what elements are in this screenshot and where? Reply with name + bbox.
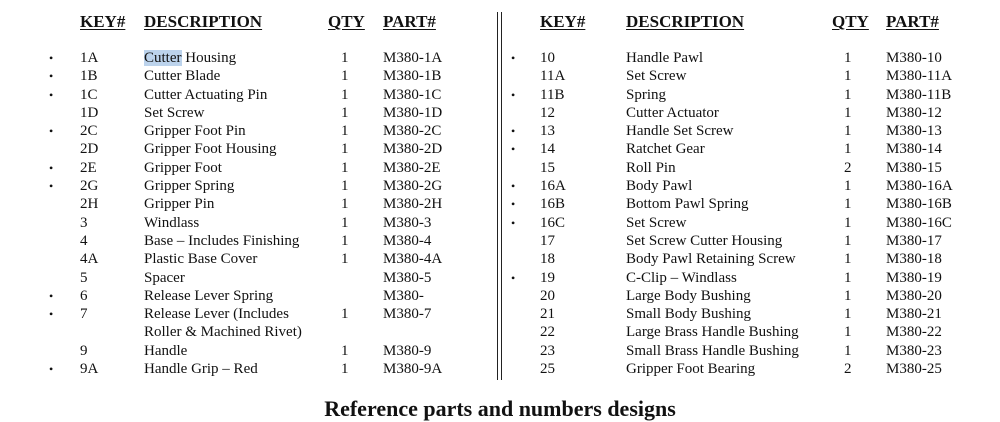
- bullet-icon: •: [49, 69, 54, 84]
- header-qty: QTY: [328, 12, 365, 31]
- description-cell: Gripper Pin: [144, 196, 215, 213]
- qty-cell: 1: [844, 196, 852, 213]
- bullet-icon: •: [511, 51, 516, 65]
- part-cell: M380-2C: [383, 123, 442, 140]
- description-cell: Small Brass Handle Bushing: [626, 342, 799, 359]
- part-cell: M380-1C: [383, 86, 442, 103]
- qty-cell: 2: [844, 361, 852, 378]
- bullet-icon: •: [511, 87, 516, 102]
- key-cell: 4: [80, 232, 88, 249]
- description-cell: Gripper Foot Bearing: [626, 361, 756, 378]
- table-row: [505, 67, 1000, 85]
- key-cell: 1C: [80, 86, 98, 103]
- part-cell: M380-21: [886, 306, 942, 323]
- bullet-icon: •: [49, 160, 54, 175]
- description-cell: Handle Pawl: [626, 50, 704, 66]
- table-row: [0, 86, 490, 104]
- key-cell: 11A: [540, 68, 566, 85]
- description-cell: Handle Set Screw: [626, 123, 734, 140]
- key-cell: 13: [540, 123, 555, 140]
- parts-rows-right: [505, 49, 1000, 378]
- qty-cell: 1: [341, 196, 349, 213]
- bullet-icon: •: [49, 124, 54, 139]
- key-cell: 2H: [80, 196, 99, 213]
- description-cell: Body Pawl Retaining Screw: [626, 251, 796, 268]
- qty-cell: 1: [341, 50, 349, 66]
- description-cell: Body Pawl: [626, 178, 693, 195]
- key-cell: 16C: [540, 214, 566, 231]
- qty-cell: 1: [341, 342, 349, 359]
- header-description: DESCRIPTION: [144, 12, 263, 31]
- qty-cell: 1: [341, 361, 349, 378]
- table-row: [505, 159, 1000, 177]
- qty-cell: 1: [844, 178, 852, 195]
- qty-cell: 1: [844, 123, 852, 140]
- table-row: [505, 269, 1000, 287]
- part-cell: M380-16A: [886, 178, 953, 195]
- qty-cell: 1: [341, 159, 349, 176]
- table-row: [0, 250, 490, 268]
- table-row: [505, 250, 1000, 268]
- key-cell: 2C: [80, 123, 98, 140]
- description-cell: Base – Includes Finishing: [144, 232, 300, 249]
- qty-cell: 1: [844, 214, 852, 231]
- bullet-icon: •: [49, 307, 54, 322]
- description-cell: Release Lever Spring: [144, 287, 274, 304]
- qty-cell: 1: [844, 68, 852, 85]
- table-row: [505, 140, 1000, 158]
- bullet-icon: •: [511, 215, 516, 230]
- part-cell: M380-16B: [886, 196, 952, 213]
- key-cell: 2E: [80, 159, 97, 176]
- header-part: PART#: [886, 12, 939, 31]
- key-cell: 15: [540, 159, 555, 176]
- footer-heading: Reference parts and numbers designs: [324, 396, 676, 421]
- part-cell: M380-1A: [383, 50, 443, 66]
- key-cell: 22: [540, 324, 555, 341]
- table-row: [0, 177, 490, 195]
- table-row: [505, 323, 1000, 341]
- key-cell: 16B: [540, 196, 566, 213]
- part-cell: M380-5: [383, 269, 432, 286]
- qty-cell: 1: [341, 86, 349, 103]
- description-cell: Set Screw: [144, 104, 205, 121]
- description-cell: Set Screw: [626, 214, 687, 231]
- table-row: [0, 342, 490, 360]
- description-cell: Gripper Foot: [144, 159, 222, 176]
- bullet-icon: •: [49, 87, 54, 102]
- part-cell: M380-18: [886, 251, 942, 268]
- description-cell: [144, 49, 236, 67]
- table-row: [505, 86, 1000, 104]
- description-cell: Gripper Spring: [144, 178, 235, 195]
- bullet-icon: •: [49, 51, 54, 65]
- part-cell: M380-12: [886, 104, 942, 121]
- bullet-icon: •: [49, 288, 54, 303]
- description-cell: Spring: [626, 86, 667, 103]
- qty-cell: 1: [341, 306, 349, 323]
- qty-cell: 1: [844, 324, 852, 341]
- description-cell: Release Lever (Includes: [144, 306, 289, 323]
- part-cell: M380-3: [383, 214, 432, 231]
- header-key: KEY#: [80, 12, 126, 31]
- table-row: [505, 232, 1000, 250]
- description-rest: Housing: [181, 50, 237, 66]
- key-cell: 18: [540, 251, 555, 268]
- qty-cell: 1: [341, 68, 349, 85]
- table-row: [0, 195, 490, 213]
- part-cell: M380-9: [383, 342, 432, 359]
- table-row: [505, 104, 1000, 122]
- column-divider: [497, 12, 502, 380]
- part-cell: M380-20: [886, 287, 942, 304]
- key-cell: 21: [540, 306, 555, 323]
- key-cell: 2G: [80, 178, 99, 195]
- qty-cell: 1: [341, 104, 349, 121]
- key-cell: 9A: [80, 361, 99, 378]
- qty-cell: 1: [341, 251, 349, 268]
- part-cell: M380-2G: [383, 178, 443, 195]
- header-qty: QTY: [832, 12, 869, 31]
- table-row: [0, 269, 490, 287]
- qty-cell: 1: [341, 178, 349, 195]
- description-cell: Ratchet Gear: [626, 141, 705, 158]
- part-cell: M380-7: [383, 306, 432, 323]
- key-cell: 20: [540, 287, 555, 304]
- key-cell: 19: [540, 269, 555, 286]
- table-row: [0, 49, 490, 67]
- key-cell: 1D: [80, 104, 99, 121]
- key-cell: 6: [80, 287, 88, 304]
- bullet-icon: •: [511, 142, 516, 157]
- key-cell: 17: [540, 232, 555, 249]
- part-cell: M380-1B: [383, 68, 442, 85]
- part-cell: M380-4: [383, 232, 432, 249]
- key-cell: 12: [540, 104, 555, 121]
- description-cell: Large Brass Handle Bushing: [626, 324, 799, 341]
- description-cell: Cutter Actuating Pin: [144, 86, 268, 103]
- key-cell: 2D: [80, 141, 99, 158]
- header-key: KEY#: [540, 12, 586, 31]
- table-row: [505, 122, 1000, 140]
- part-cell: M380-19: [886, 269, 942, 286]
- table-row: [505, 287, 1000, 305]
- qty-cell: 1: [844, 269, 852, 286]
- description-cell: Spacer: [144, 269, 185, 286]
- description-cell: Cutter Blade: [144, 68, 221, 85]
- key-cell: 9: [80, 342, 88, 359]
- qty-cell: 1: [844, 342, 852, 359]
- key-cell: 10: [540, 50, 555, 66]
- qty-cell: 1: [844, 306, 852, 323]
- description-cell: Windlass: [144, 214, 200, 231]
- part-cell: M380-2D: [383, 141, 443, 158]
- bullet-icon: •: [49, 362, 54, 377]
- key-cell: 1A: [80, 50, 99, 66]
- bullet-icon: •: [511, 124, 516, 139]
- key-cell: 7: [80, 306, 88, 323]
- part-cell: M380-17: [886, 232, 942, 249]
- description-cell: Gripper Foot Housing: [144, 141, 277, 158]
- table-row: [505, 305, 1000, 323]
- parts-rows-left: [0, 49, 490, 378]
- part-cell: M380-: [383, 287, 424, 304]
- bullet-icon: •: [49, 179, 54, 194]
- qty-cell: 1: [341, 214, 349, 231]
- table-row: [0, 67, 490, 85]
- table-row: [0, 323, 490, 341]
- key-cell: 1B: [80, 68, 98, 85]
- description-cell: Set Screw: [626, 68, 687, 85]
- qty-cell: 1: [341, 123, 349, 140]
- table-row: [0, 214, 490, 232]
- description-cell: Large Body Bushing: [626, 287, 751, 304]
- description-cell: Set Screw Cutter Housing: [626, 232, 783, 249]
- part-cell: M380-15: [886, 159, 942, 176]
- header-description: DESCRIPTION: [626, 12, 745, 31]
- table-row: [0, 232, 490, 250]
- description-cell: C-Clip – Windlass: [626, 269, 737, 286]
- description-cell: Cutter Actuator: [626, 104, 719, 121]
- key-cell: 3: [80, 214, 88, 231]
- part-cell: M380-16C: [886, 214, 952, 231]
- key-cell: 11B: [540, 86, 565, 103]
- key-cell: 16A: [540, 178, 566, 195]
- qty-cell: 1: [844, 50, 852, 66]
- table-row: [505, 360, 1000, 378]
- table-row: [505, 342, 1000, 360]
- description-cell: Handle Grip – Red: [144, 361, 258, 378]
- table-row: [0, 360, 490, 378]
- key-cell: 4A: [80, 251, 99, 268]
- part-cell: M380-25: [886, 361, 942, 378]
- table-row: [505, 49, 1000, 67]
- table-row: [0, 104, 490, 122]
- qty-cell: 1: [844, 251, 852, 268]
- part-cell: M380-11A: [886, 68, 953, 85]
- part-cell: M380-1D: [383, 104, 443, 121]
- description-cell: Small Body Bushing: [626, 306, 752, 323]
- table-row: [0, 140, 490, 158]
- key-cell: 14: [540, 141, 555, 158]
- qty-cell: 1: [844, 86, 852, 103]
- description-cell: Handle: [144, 342, 188, 359]
- bullet-icon: •: [511, 270, 516, 285]
- table-row: [0, 122, 490, 140]
- part-cell: M380-10: [886, 50, 942, 66]
- bullet-icon: •: [511, 197, 516, 212]
- description-cell: Gripper Foot Pin: [144, 123, 246, 140]
- part-cell: M380-13: [886, 123, 942, 140]
- part-cell: M380-22: [886, 324, 942, 341]
- qty-cell: 1: [844, 141, 852, 158]
- table-row: [0, 159, 490, 177]
- bullet-icon: •: [511, 179, 516, 194]
- table-row: [0, 305, 490, 323]
- part-cell: M380-23: [886, 342, 942, 359]
- table-row: [0, 287, 490, 305]
- key-cell: 23: [540, 342, 555, 359]
- table-row: [505, 214, 1000, 232]
- description-cell: Roller & Machined Rivet): [144, 324, 302, 341]
- table-row: [505, 195, 1000, 213]
- key-cell: 5: [80, 269, 88, 286]
- qty-cell: 1: [844, 287, 852, 304]
- qty-cell: 1: [341, 141, 349, 158]
- part-cell: M380-9A: [383, 361, 443, 378]
- table-row: [505, 177, 1000, 195]
- description-cell: Roll Pin: [626, 159, 676, 176]
- qty-cell: 2: [844, 159, 852, 176]
- part-cell: M380-11B: [886, 86, 952, 103]
- text-selection[interactable]: Cutter: [144, 50, 182, 66]
- header-part: PART#: [383, 12, 436, 31]
- part-cell: M380-14: [886, 141, 942, 158]
- description-cell: Plastic Base Cover: [144, 251, 258, 268]
- key-cell: 25: [540, 361, 555, 378]
- part-cell: M380-2H: [383, 196, 443, 213]
- description-cell: Bottom Pawl Spring: [626, 196, 749, 213]
- qty-cell: 1: [341, 232, 349, 249]
- part-cell: M380-2E: [383, 159, 441, 176]
- part-cell: M380-4A: [383, 251, 443, 268]
- qty-cell: 1: [844, 104, 852, 121]
- qty-cell: 1: [844, 232, 852, 249]
